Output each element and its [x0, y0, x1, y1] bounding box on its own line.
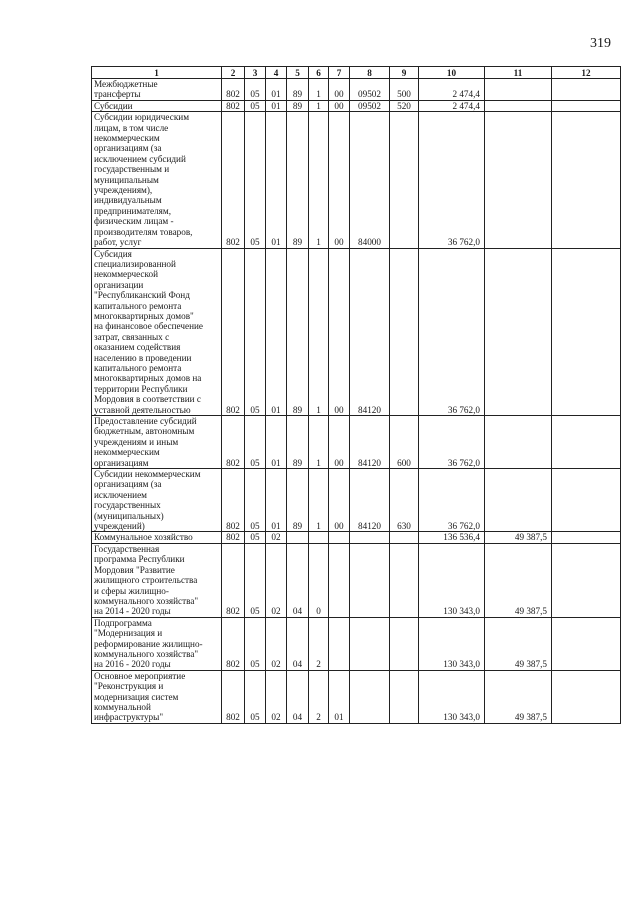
cell-c12: [552, 100, 621, 111]
cell-c10: 36 762,0: [419, 112, 485, 248]
cell-c6: 1: [309, 416, 329, 469]
cell-c7: 00: [329, 100, 350, 111]
cell-c10: 36 762,0: [419, 469, 485, 532]
table-row: [92, 617, 621, 670]
cell-c8: 84120: [350, 416, 390, 469]
cell-c4: 01: [266, 112, 287, 248]
cell-c10: 130 343,0: [419, 670, 485, 723]
col-header: 10: [419, 67, 485, 79]
row-name-cell: Коммунальное хозяйство: [92, 532, 222, 543]
cell-c6: 2: [309, 617, 329, 670]
cell-c4: 01: [266, 416, 287, 469]
cell-c10: 2 474,4: [419, 100, 485, 111]
col-header: 8: [350, 67, 390, 79]
cell-c8: [350, 543, 390, 617]
cell-c6: 1: [309, 112, 329, 248]
cell-c6: 0: [309, 543, 329, 617]
row-name-cell: Предоставление субсидий бюджетным, автономным учреждениям и иным некоммерческим организациям: [92, 416, 222, 469]
cell-c2: 802: [222, 617, 245, 670]
row-name-cell: Основное мероприятие "Реконструкция и модернизация систем коммунальной инфраструктуры": [92, 670, 222, 723]
col-header: 2: [222, 67, 245, 79]
col-header: 12: [552, 67, 621, 79]
table-row: [92, 532, 621, 543]
cell-c9: 630: [390, 469, 419, 532]
cell-c5: 89: [287, 416, 309, 469]
table-row: [92, 469, 621, 532]
cell-c11: [485, 248, 552, 416]
cell-c9: [390, 532, 419, 543]
cell-c5: 04: [287, 617, 309, 670]
cell-c4: 01: [266, 469, 287, 532]
header-row: [92, 67, 621, 79]
cell-c9: 520: [390, 100, 419, 111]
cell-c9: [390, 112, 419, 248]
cell-c6: [309, 532, 329, 543]
col-header: 1: [92, 67, 222, 79]
row-name-cell: Субсидия специализированной некоммерческой организации "Республиканский Фонд капитального ремонта многоквартирных домов" на финансовое обеспечение затрат, связанных с оказанием содействия населению в проведении капитального ремонта многоквартирных домов на территории Республики Мордовия в соответствии с уставной деятельностью: [92, 248, 222, 416]
col-header: 5: [287, 67, 309, 79]
cell-c11: [485, 100, 552, 111]
cell-c8: [350, 617, 390, 670]
cell-c11: [485, 469, 552, 532]
cell-c4: 01: [266, 100, 287, 111]
cell-c11: 49 387,5: [485, 543, 552, 617]
row-name-cell: Субсидии некоммерческим организациям (за исключением государственных (муниципальных) учреждений): [92, 469, 222, 532]
cell-c10: 36 762,0: [419, 248, 485, 416]
budget-table: [91, 66, 621, 724]
cell-c3: 05: [245, 670, 266, 723]
cell-c9: 500: [390, 79, 419, 101]
cell-c6: 1: [309, 469, 329, 532]
cell-c11: [485, 79, 552, 101]
cell-c3: 05: [245, 100, 266, 111]
cell-c4: 01: [266, 248, 287, 416]
cell-c12: [552, 112, 621, 248]
cell-c10: 130 343,0: [419, 543, 485, 617]
cell-c2: 802: [222, 469, 245, 532]
cell-c3: 05: [245, 543, 266, 617]
cell-c4: 02: [266, 532, 287, 543]
cell-c8: 84120: [350, 469, 390, 532]
cell-c5: 89: [287, 112, 309, 248]
cell-c12: [552, 617, 621, 670]
cell-c12: [552, 79, 621, 101]
cell-c3: 05: [245, 469, 266, 532]
cell-c8: 09502: [350, 100, 390, 111]
cell-c12: [552, 416, 621, 469]
cell-c6: 1: [309, 100, 329, 111]
row-name-cell: Межбюджетные трансферты: [92, 79, 222, 101]
cell-c7: 01: [329, 670, 350, 723]
table-row: [92, 79, 621, 101]
cell-c4: 01: [266, 79, 287, 101]
cell-c3: 05: [245, 532, 266, 543]
cell-c12: [552, 469, 621, 532]
table-row: [92, 670, 621, 723]
cell-c5: 89: [287, 100, 309, 111]
cell-c3: 05: [245, 416, 266, 469]
cell-c8: 84120: [350, 248, 390, 416]
cell-c8: 09502: [350, 79, 390, 101]
cell-c4: 02: [266, 543, 287, 617]
cell-c8: [350, 670, 390, 723]
table-body: [92, 79, 621, 724]
cell-c3: 05: [245, 248, 266, 416]
cell-c5: 04: [287, 670, 309, 723]
row-name-cell: Подпрограмма "Модернизация и реформирование жилищно- коммунального хозяйства" на 2016 - 2020 годы: [92, 617, 222, 670]
cell-c5: [287, 532, 309, 543]
cell-c2: 802: [222, 532, 245, 543]
col-header: 9: [390, 67, 419, 79]
cell-c10: 130 343,0: [419, 617, 485, 670]
cell-c12: [552, 543, 621, 617]
cell-c2: 802: [222, 112, 245, 248]
cell-c10: 36 762,0: [419, 416, 485, 469]
cell-c7: [329, 543, 350, 617]
cell-c2: 802: [222, 248, 245, 416]
cell-c9: [390, 617, 419, 670]
cell-c3: 05: [245, 79, 266, 101]
row-name-cell: Субсидии: [92, 100, 222, 111]
cell-c7: [329, 617, 350, 670]
cell-c11: [485, 112, 552, 248]
table-row: [92, 416, 621, 469]
col-header: 11: [485, 67, 552, 79]
table-row: [92, 543, 621, 617]
col-header: 4: [266, 67, 287, 79]
row-name-cell: Субсидии юридическим лицам, в том числе некоммерческим организациям (за исключением субсидий государственным и муниципальным учреждениям), индивидуальным предпринимателям, физическим лицам - производителям товаров, работ, услуг: [92, 112, 222, 248]
cell-c7: 00: [329, 416, 350, 469]
col-header: 3: [245, 67, 266, 79]
cell-c2: 802: [222, 416, 245, 469]
cell-c12: [552, 670, 621, 723]
cell-c3: 05: [245, 617, 266, 670]
cell-c7: 00: [329, 248, 350, 416]
cell-c9: [390, 543, 419, 617]
page-number: 319: [590, 36, 611, 51]
cell-c3: 05: [245, 112, 266, 248]
col-header: 6: [309, 67, 329, 79]
cell-c2: 802: [222, 543, 245, 617]
cell-c11: 49 387,5: [485, 532, 552, 543]
cell-c5: 04: [287, 543, 309, 617]
cell-c12: [552, 248, 621, 416]
cell-c9: [390, 670, 419, 723]
cell-c9: 600: [390, 416, 419, 469]
cell-c12: [552, 532, 621, 543]
col-header: 7: [329, 67, 350, 79]
table-row: [92, 248, 621, 416]
cell-c2: 802: [222, 100, 245, 111]
cell-c6: 1: [309, 248, 329, 416]
cell-c10: 136 536,4: [419, 532, 485, 543]
cell-c6: 1: [309, 79, 329, 101]
cell-c6: 2: [309, 670, 329, 723]
cell-c5: 89: [287, 248, 309, 416]
table-row: [92, 100, 621, 111]
cell-c2: 802: [222, 670, 245, 723]
cell-c4: 02: [266, 670, 287, 723]
cell-c2: 802: [222, 79, 245, 101]
cell-c8: [350, 532, 390, 543]
cell-c5: 89: [287, 79, 309, 101]
cell-c9: [390, 248, 419, 416]
cell-c11: 49 387,5: [485, 670, 552, 723]
cell-c4: 02: [266, 617, 287, 670]
row-name-cell: Государственная программа Республики Мордовия "Развитие жилищного строительства и сферы жилищно- коммунального хозяйства" на 2014 - 2020 годы: [92, 543, 222, 617]
cell-c7: 00: [329, 469, 350, 532]
cell-c11: 49 387,5: [485, 617, 552, 670]
cell-c7: 00: [329, 112, 350, 248]
cell-c10: 2 474,4: [419, 79, 485, 101]
cell-c5: 89: [287, 469, 309, 532]
table-row: [92, 112, 621, 248]
cell-c7: [329, 532, 350, 543]
cell-c11: [485, 416, 552, 469]
cell-c8: 84000: [350, 112, 390, 248]
cell-c7: 00: [329, 79, 350, 101]
